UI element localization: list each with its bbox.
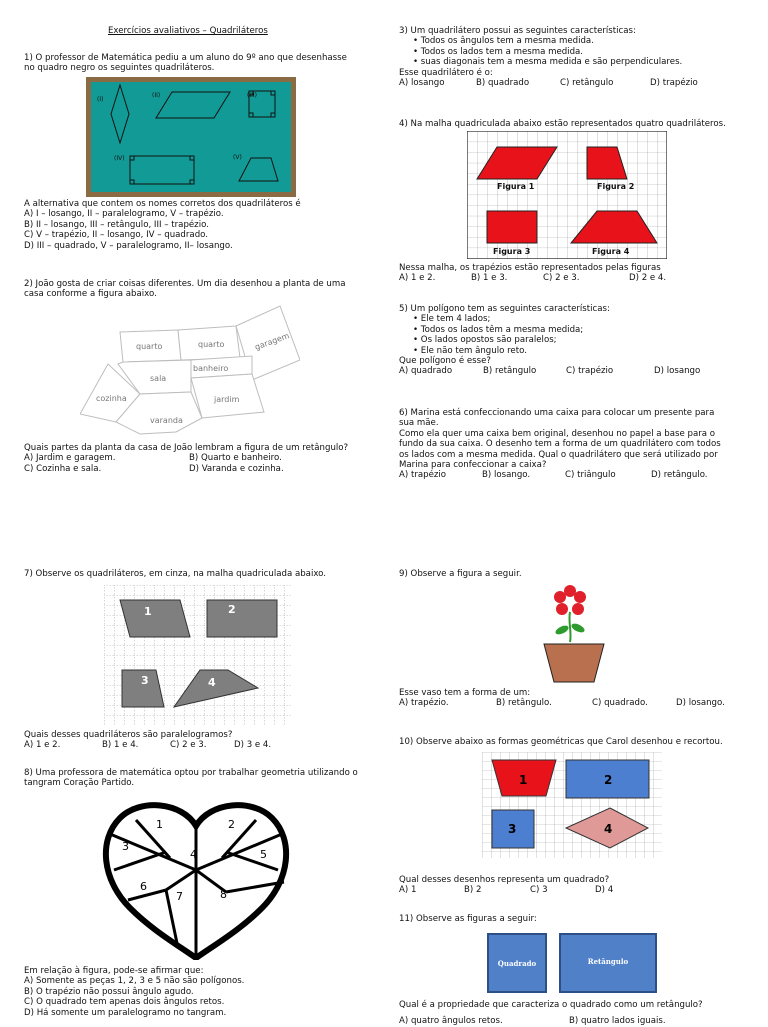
q1-chalkboard: [86, 77, 296, 197]
shape-label: 1: [519, 773, 528, 787]
q9-flower-vase: [538, 582, 610, 686]
tangram-piece-label: 2: [228, 818, 235, 831]
q3-option-b: B) quadrado: [476, 78, 530, 89]
q10-stem: 10) Observe abaixo as formas geométricas que Carol desenhou e recortou.: [399, 737, 723, 747]
q3-question: Esse quadrilátero é o:: [399, 67, 493, 78]
tangram-piece-label: 7: [176, 890, 183, 903]
shape-label: 4: [604, 822, 613, 836]
q7-option-a: A) 1 e 2.: [24, 740, 61, 751]
q7-grid: [104, 585, 292, 725]
shape-2: [207, 600, 277, 637]
shape-label: 1: [144, 605, 152, 618]
q5-question: Que polígono é esse?: [399, 356, 491, 367]
q3-option-c: C) retângulo: [560, 78, 614, 89]
question-1: [24, 53, 368, 74]
q8-tangram-heart: [96, 800, 296, 960]
q6-line: 6) Marina está confeccionando uma caixa para colocar um presente para: [399, 408, 715, 418]
q9-answers: [399, 688, 745, 709]
q11-answers: [399, 1000, 745, 1027]
page-title: Exercícios avaliativos – Quadriláteros: [108, 26, 268, 36]
q11-option-b: B) quatro lados iguais.: [569, 1016, 666, 1027]
figure-label: Figura 3: [493, 247, 531, 256]
q8-option-c: C) O quadrado tem apenas dois ângulos retos.: [24, 997, 225, 1008]
q5-option-b: B) retângulo: [483, 366, 537, 377]
q4-answers: [399, 263, 745, 284]
figure-label: Figura 2: [597, 182, 635, 191]
q2-option-b: B) Quarto e banheiro.: [189, 453, 282, 464]
q4-stem: 4) Na malha quadriculada abaixo estão representados quatro quadriláteros.: [399, 119, 726, 129]
q1-option-d: D) III – quadrado, V – paralelogramo, II– losango.: [24, 240, 233, 251]
q4-option-d: D) 2 e 4.: [629, 273, 667, 284]
q2-stem-line: 2) João gosta de criar coisas diferentes. Um dia desenhou a planta de uma: [24, 279, 346, 289]
q5-stem: 5) Um polígono tem as seguintes características:: [399, 304, 610, 314]
q5-bullet: • Os lados opostos são paralelos;: [413, 335, 557, 346]
q9-option-b: B) retângulo.: [496, 698, 552, 709]
room-label: quarto: [198, 340, 225, 349]
vase-shape: [544, 644, 604, 682]
shape-label: 3: [508, 822, 517, 836]
q10-grid: [482, 752, 662, 858]
shape-label: 3: [141, 674, 149, 687]
q7-question: Quais desses quadriláteros são paralelogramos?: [24, 730, 233, 740]
q1-stem-line: 1) O professor de Matemática pediu a um aluno do 9º ano que desenhasse: [24, 53, 347, 63]
question-3: [399, 26, 745, 88]
shape-label: 2: [228, 603, 236, 616]
figure-label: Figura 4: [592, 247, 630, 256]
q10-answers: [399, 875, 745, 896]
shape-label: 4: [208, 676, 216, 689]
q4-option-a: A) 1 e 2.: [399, 273, 436, 284]
question-10: [399, 737, 745, 747]
room-label: garagem: [253, 331, 291, 352]
q4-question: Nessa malha, os trapézios estão representados pelas figuras: [399, 263, 661, 273]
q8-option-b: B) O trapézio não possui ângulo agudo.: [24, 986, 194, 997]
q9-question: Esse vaso tem a forma de um:: [399, 688, 531, 698]
q2-option-d: D) Varanda e cozinha.: [189, 463, 284, 474]
figure-label: Figura 1: [497, 182, 535, 191]
question-8: [24, 768, 368, 789]
q5-option-a: A) quadrado: [399, 366, 453, 377]
q5-bullet: • Todos os lados têm a mesma medida;: [413, 324, 584, 335]
q1-option-b: B) II – losango, III – retângulo, III – trapézio.: [24, 219, 209, 230]
question-6: [399, 408, 745, 481]
q6-option-a: A) trapézio: [399, 470, 447, 481]
q5-option-c: C) trapézio: [566, 366, 614, 377]
q6-line: Marina para confeccionar a caixa?: [399, 460, 547, 471]
q6-line: os lados com a mesma medida. Qual o quadrilátero que será utilizado por: [399, 449, 718, 460]
q9-stem: 9) Observe a figura a seguir.: [399, 569, 522, 579]
q3-stem: 3) Um quadrilátero possui as seguintes características:: [399, 26, 636, 36]
q5-bullet: • Ele tem 4 lados;: [413, 314, 491, 325]
q1-answers: [24, 199, 368, 251]
q6-line: Como ela quer uma caixa bem original, desenhou no papel a base para o: [399, 428, 716, 439]
room-label: sala: [150, 374, 167, 383]
q8-option-a: A) Somente as peças 1, 2, 3 e 5 não são polígonos.: [24, 976, 245, 987]
q8-stem-line: 8) Uma professora de matemática optou por trabalhar geometria utilizando o: [24, 768, 358, 778]
question-4: [399, 119, 745, 129]
figure-3-shape: [487, 211, 537, 243]
q8-stem-line: tangram Coração Partido.: [24, 778, 135, 789]
q2-house-plan: [80, 304, 300, 440]
q3-option-a: A) losango: [399, 78, 445, 89]
q3-bullet: • Todos os ângulos tem a mesma medida.: [413, 36, 594, 47]
question-2: [24, 279, 368, 300]
q6-line: fundo da sua caixa. O desenho tem a forma de um quadrilátero com todos: [399, 439, 721, 450]
q11-option-a: A) quatro ângulos retos.: [399, 1016, 503, 1027]
room-label: jardim: [214, 395, 240, 404]
tangram-piece-label: 6: [140, 880, 147, 893]
board-label: (IV): [114, 155, 125, 162]
board-label: (III): [247, 92, 257, 99]
figure-label: Quadrado: [497, 959, 537, 968]
q3-bullet: • suas diagonais tem a mesma medida e são perpendiculares.: [413, 57, 683, 68]
board-label: (V): [233, 154, 242, 161]
tangram-piece-label: 1: [156, 818, 163, 831]
q6-option-d: D) retângulo.: [651, 470, 708, 481]
q9-option-c: C) quadrado.: [592, 698, 648, 709]
q8-question: Em relação à figura, pode-se afirmar que:: [24, 966, 204, 976]
room-label: banheiro: [193, 364, 229, 373]
q4-grid: [467, 131, 667, 259]
q5-bullet: • Ele não tem ângulo reto.: [413, 345, 527, 356]
q8-option-d: D) Há somente um paralelogramo no tangram.: [24, 1007, 227, 1018]
shape-1: [120, 600, 190, 637]
q3-bullet: • Todos os lados tem a mesma medida.: [413, 46, 584, 57]
q11-stem: 11) Observe as figuras a seguir:: [399, 914, 537, 924]
q6-option-c: C) triângulo: [565, 470, 616, 481]
tangram-piece-label: 3: [122, 840, 129, 853]
shape-label: 2: [604, 773, 613, 787]
q1-question: A alternativa que contem os nomes corretos dos quadriláteros é: [24, 199, 301, 209]
tangram-piece-label: 8: [220, 888, 227, 901]
q1-option-c: C) V – trapézio, II – losango, IV – quadrado.: [24, 230, 208, 241]
q7-option-d: D) 3 e 4.: [234, 740, 272, 751]
q10-question: Qual desses desenhos representa um quadrado?: [399, 875, 610, 885]
figure-label: Retângulo: [587, 957, 629, 966]
tangram-piece-label: 4: [190, 848, 197, 861]
q4-option-c: C) 2 e 3.: [543, 273, 580, 284]
board-label: (I): [97, 96, 104, 103]
question-11: [399, 914, 745, 924]
q8-answers: [24, 966, 368, 1018]
room-label: quarto: [136, 342, 163, 351]
q9-option-d: D) losango.: [676, 698, 725, 709]
q2-option-c: C) Cozinha e sala.: [24, 463, 102, 474]
room-label: varanda: [150, 416, 183, 425]
room-label: cozinha: [96, 394, 127, 403]
q7-answers: [24, 730, 368, 751]
question-5: [399, 304, 745, 377]
q6-line: sua mãe.: [399, 418, 439, 429]
q11-question: Qual é a propriedade que caracteriza o quadrado como um retângulo?: [399, 1000, 703, 1010]
q10-option-c: C) 3: [530, 885, 548, 896]
tangram-piece-label: 5: [260, 848, 267, 861]
q10-option-b: B) 2: [464, 885, 482, 896]
q2-stem-line: casa conforme a figura abaixo.: [24, 289, 157, 300]
board-label: (II): [152, 92, 161, 99]
q4-option-b: B) 1 e 3.: [471, 273, 508, 284]
q7-option-c: C) 2 e 3.: [170, 740, 207, 751]
q2-option-a: A) Jardim e garagem.: [24, 453, 116, 464]
q2-question: Quais partes da planta da casa de João lembram a figura de um retângulo?: [24, 443, 349, 453]
q7-stem: 7) Observe os quadriláteros, em cinza, na malha quadriculada abaixo.: [24, 569, 326, 579]
q11-figures: [486, 932, 660, 996]
q10-option-a: A) 1: [399, 885, 417, 896]
q7-option-b: B) 1 e 4.: [102, 740, 139, 751]
q6-option-b: B) losango.: [482, 470, 531, 481]
question-7: [24, 569, 368, 579]
q10-option-d: D) 4: [595, 885, 614, 896]
q1-stem-line: no quadro negro os seguintes quadriláteros.: [24, 63, 215, 74]
q3-option-d: D) trapézio: [650, 78, 698, 89]
question-9: [399, 569, 745, 579]
q9-option-a: A) trapézio.: [399, 698, 449, 709]
q1-option-a: A) I – losango, II – paralelogramo, V – trapézio.: [24, 209, 224, 220]
q5-option-d: D) losango: [654, 366, 701, 377]
q2-answers: [24, 443, 368, 474]
